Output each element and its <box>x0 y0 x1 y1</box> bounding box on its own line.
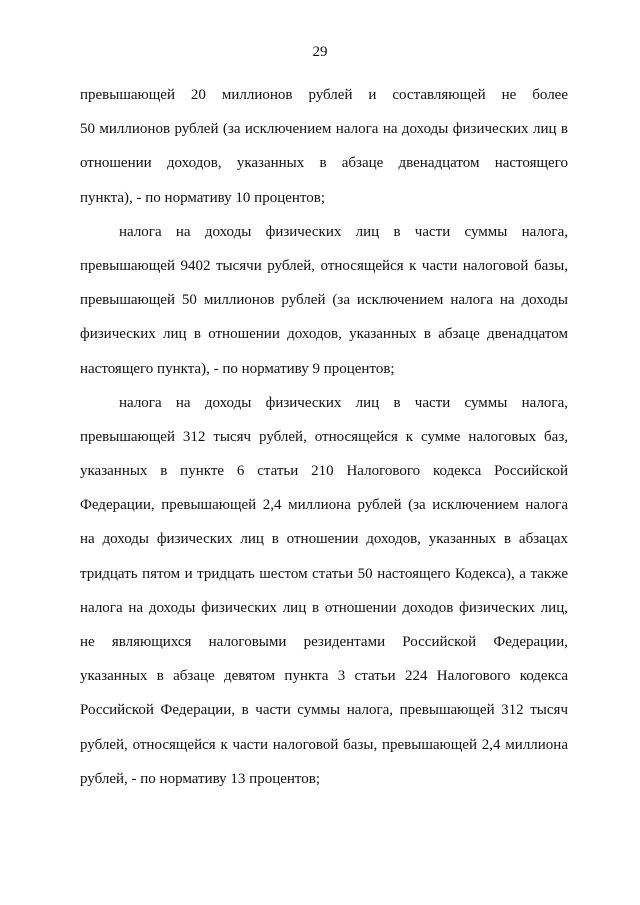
text-line: Российской Федерации, в части суммы налога, превышающей 312 тысяч <box>80 702 568 719</box>
text-line: пункта), - по нормативу 10 процентов; <box>80 189 326 206</box>
text-line: физических лиц в отношении доходов, указанных в абзаце двенадцатом <box>80 326 568 343</box>
text-line: тридцать пятом и тридцать шестом статьи 50 настоящего Кодекса), а также <box>80 565 568 582</box>
text-line: 50 миллионов рублей (за исключением налога на доходы физических лиц в <box>80 121 568 138</box>
page-number: 29 <box>312 44 328 60</box>
text-line: превышающей 9402 тысячи рублей, относящейся к части налоговой базы, <box>80 257 568 274</box>
text-line: налога на доходы физических лиц в части суммы налога, <box>119 394 568 411</box>
body-text <box>80 78 568 796</box>
text-line: отношении доходов, указанных в абзаце двенадцатом настоящего <box>80 155 568 172</box>
text-line: налога на доходы физических лиц в отношении доходов физических лиц, <box>80 599 568 616</box>
paragraph-3 <box>80 386 568 796</box>
paragraph-1 <box>80 78 568 215</box>
text-line: Федерации, превышающей 2,4 миллиона рублей (за исключением налога <box>80 497 568 514</box>
text-line: налога на доходы физических лиц в части суммы налога, <box>119 223 568 240</box>
text-line: превышающей 312 тысяч рублей, относящейся к сумме налоговых баз, <box>80 428 568 445</box>
paragraph-2 <box>80 215 568 386</box>
text-line: рублей, - по нормативу 13 процентов; <box>80 770 321 787</box>
text-line: не являющихся налоговыми резидентами Российской Федерации, <box>80 634 568 650</box>
text-line: настоящего пункта), - по нормативу 9 процентов; <box>80 360 395 377</box>
text-line: указанных в абзаце девятом пункта 3 статьи 224 Налогового кодекса <box>80 668 568 685</box>
text-line: превышающей 50 миллионов рублей (за исключением налога на доходы <box>80 292 568 309</box>
text-line: указанных в пункте 6 статьи 210 Налогового кодекса Российской <box>80 463 568 480</box>
text-line: на доходы физических лиц в отношении доходов, указанных в абзацах <box>80 531 568 548</box>
text-line: превышающей 20 миллионов рублей и составляющей не более <box>80 87 568 103</box>
text-line: рублей, относящейся к части налоговой базы, превышающей 2,4 миллиона <box>80 736 568 753</box>
